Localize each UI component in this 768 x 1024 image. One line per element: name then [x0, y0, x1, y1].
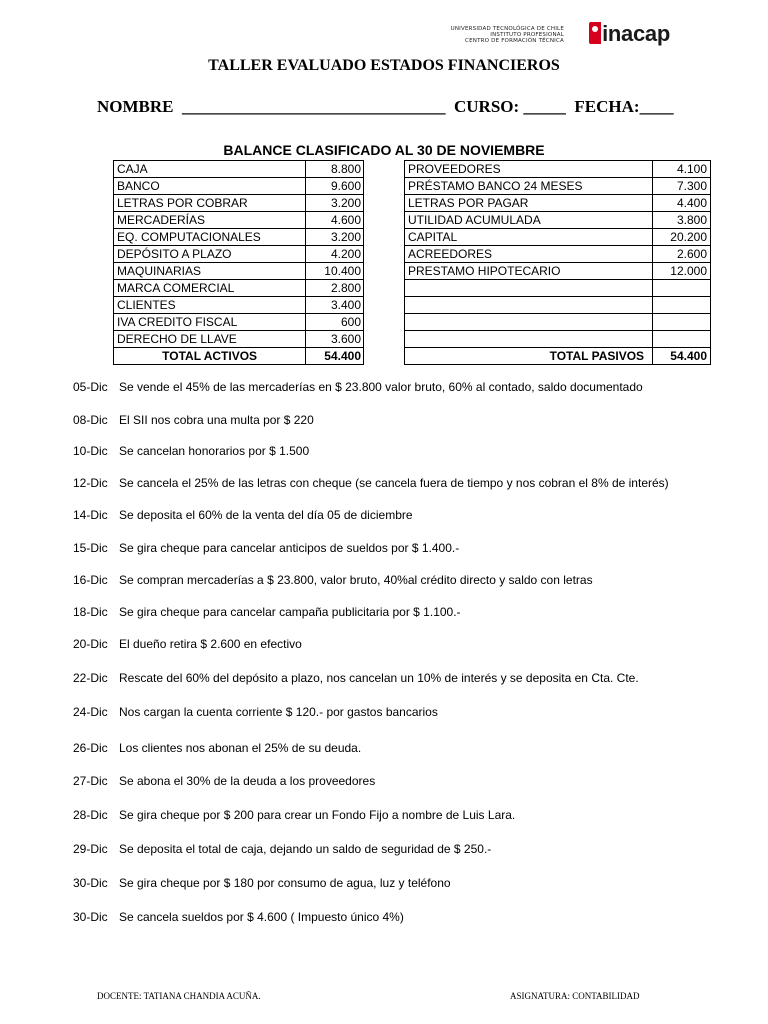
asset-row	[114, 314, 364, 331]
asset-label: BANCO	[114, 178, 306, 195]
liability-value	[653, 280, 711, 297]
asset-value: 600	[306, 314, 364, 331]
asset-label: MAQUINARIAS	[114, 263, 306, 280]
asset-label: DERECHO DE LLAVE	[114, 331, 306, 348]
liability-row	[405, 212, 711, 229]
asset-value: 4.200	[306, 246, 364, 263]
liability-row	[405, 161, 711, 178]
transaction-text: Se gira cheque para cancelar campaña publicitaria por $ 1.100.-	[119, 605, 461, 619]
liability-row	[405, 297, 711, 314]
asset-value: 8.800	[306, 161, 364, 178]
asset-label: CAJA	[114, 161, 306, 178]
asset-value: 3.600	[306, 331, 364, 348]
institution-line-3: CENTRO DE FORMACIÓN TÉCNICA	[465, 38, 564, 44]
liability-value	[653, 314, 711, 331]
asset-row	[114, 161, 364, 178]
transaction-date: 08-Dic	[73, 413, 108, 427]
liability-label: CAPITAL	[405, 229, 653, 246]
liability-total-value: 54.400	[653, 348, 711, 365]
asset-label: IVA CREDITO FISCAL	[114, 314, 306, 331]
transaction-item	[73, 876, 451, 890]
transaction-text: Se cancela sueldos por $ 4.600 ( Impuesto único 4%)	[119, 910, 404, 924]
asset-row	[114, 297, 364, 314]
transaction-date: 27-Dic	[73, 774, 108, 788]
asset-value: 10.400	[306, 263, 364, 280]
liability-label	[405, 297, 653, 314]
liability-label	[405, 331, 653, 348]
asset-row	[114, 331, 364, 348]
transaction-text: Se deposita el 60% de la venta del día 05 de diciembre	[119, 508, 413, 522]
asset-label: LETRAS POR COBRAR	[114, 195, 306, 212]
transaction-item	[73, 476, 669, 490]
transaction-date: 22-Dic	[73, 671, 108, 685]
asset-value: 3.400	[306, 297, 364, 314]
transaction-item	[73, 444, 309, 458]
liability-label: PRESTAMO HIPOTECARIO	[405, 263, 653, 280]
transaction-text: El dueño retira $ 2.600 en efectivo	[119, 637, 302, 651]
transaction-date: 05-Dic	[73, 380, 108, 394]
transaction-date: 16-Dic	[73, 573, 108, 587]
liability-row	[405, 246, 711, 263]
liability-value: 4.400	[653, 195, 711, 212]
asset-row	[114, 195, 364, 212]
asset-total-row	[114, 348, 364, 365]
asset-label: MERCADERÍAS	[114, 212, 306, 229]
liability-row	[405, 331, 711, 348]
transaction-text: Se gira cheque por $ 180 por consumo de agua, luz y teléfono	[119, 876, 451, 890]
transaction-text: Se compran mercaderías a $ 23.800, valor bruto, 40%al crédito directo y saldo con letras	[119, 573, 593, 587]
transaction-date: 30-Dic	[73, 910, 108, 924]
liability-label: LETRAS POR PAGAR	[405, 195, 653, 212]
transaction-item	[73, 741, 361, 755]
liability-value	[653, 297, 711, 314]
transaction-text: Se deposita el total de caja, dejando un saldo de seguridad de $ 250.-	[119, 842, 492, 856]
transaction-text: Se gira cheque por $ 200 para crear un Fondo Fijo a nombre de Luis Lara.	[119, 808, 516, 822]
liability-value	[653, 331, 711, 348]
asset-row	[114, 280, 364, 297]
teacher-footer: DOCENTE: TATIANA CHANDIA ACUÑA.	[97, 991, 261, 1001]
asset-row	[114, 246, 364, 263]
transaction-date: 26-Dic	[73, 741, 108, 755]
asset-total-value: 54.400	[306, 348, 364, 365]
transaction-date: 20-Dic	[73, 637, 108, 651]
page-title: TALLER EVALUADO ESTADOS FINANCIEROS	[208, 57, 560, 74]
liability-row	[405, 314, 711, 331]
liability-label: PRÉSTAMO BANCO 24 MESES	[405, 178, 653, 195]
asset-row	[114, 263, 364, 280]
transaction-date: 15-Dic	[73, 541, 108, 555]
liability-value: 4.100	[653, 161, 711, 178]
inacap-logo	[589, 22, 670, 44]
transaction-item	[73, 413, 314, 427]
transaction-text: Nos cargan la cuenta corriente $ 120.- por gastos bancarios	[119, 705, 438, 719]
liability-label: ACREEDORES	[405, 246, 653, 263]
liability-value: 2.600	[653, 246, 711, 263]
liability-total-label: TOTAL PASIVOS	[405, 348, 653, 365]
liability-label: PROVEEDORES	[405, 161, 653, 178]
transaction-date: 10-Dic	[73, 444, 108, 458]
transaction-item	[73, 808, 515, 822]
inacap-logo-mark	[589, 22, 601, 44]
transaction-item	[73, 508, 413, 522]
asset-row	[114, 178, 364, 195]
transaction-item	[73, 910, 404, 924]
transaction-item	[73, 842, 491, 856]
transaction-date: 29-Dic	[73, 842, 108, 856]
transaction-text: El SII nos cobra una multa por $ 220	[119, 413, 314, 427]
transaction-text: Se cancela el 25% de las letras con cheque (se cancela fuera de tiempo y nos cobran el 8% de interés)	[119, 476, 669, 490]
student-info-line: NOMBRE _______________________________ CURSO: _____ FECHA:____	[97, 97, 674, 116]
liability-total-row	[405, 348, 711, 365]
liability-label	[405, 280, 653, 297]
asset-row	[114, 229, 364, 246]
transaction-date: 30-Dic	[73, 876, 108, 890]
transaction-item	[73, 637, 302, 651]
liabilities-table	[404, 160, 711, 365]
institution-line-1: UNIVERSIDAD TECNOLÓGICA DE CHILE	[450, 26, 564, 32]
brand-name: inacap	[602, 21, 670, 46]
transaction-date: 14-Dic	[73, 508, 108, 522]
liability-value: 12.000	[653, 263, 711, 280]
asset-value: 9.600	[306, 178, 364, 195]
transaction-date: 12-Dic	[73, 476, 108, 490]
transaction-date: 28-Dic	[73, 808, 108, 822]
transaction-text: Los clientes nos abonan el 25% de su deuda.	[119, 741, 362, 755]
asset-value: 3.200	[306, 229, 364, 246]
subject-footer: ASIGNATURA: CONTABILIDAD	[510, 991, 640, 1001]
balance-title: BALANCE CLASIFICADO AL 30 DE NOVIEMBRE	[223, 142, 545, 158]
transaction-date: 18-Dic	[73, 605, 108, 619]
transaction-item	[73, 573, 593, 587]
transaction-text: Se abona el 30% de la deuda a los proveedores	[119, 774, 376, 788]
asset-label: CLIENTES	[114, 297, 306, 314]
institution-line-2: INSTITUTO PROFESIONAL	[490, 32, 564, 38]
transaction-text: Se gira cheque para cancelar anticipos de sueldos por $ 1.400.-	[119, 541, 460, 555]
transaction-item	[73, 380, 643, 394]
transaction-item	[73, 671, 639, 685]
transaction-item	[73, 541, 459, 555]
asset-row	[114, 212, 364, 229]
transaction-text: Se vende el 45% de las mercaderías en $ 23.800 valor bruto, 60% al contado, saldo documentado	[119, 380, 643, 394]
asset-label: DEPÓSITO A PLAZO	[114, 246, 306, 263]
liability-row	[405, 178, 711, 195]
asset-value: 3.200	[306, 195, 364, 212]
asset-value: 4.600	[306, 212, 364, 229]
transaction-item	[73, 774, 375, 788]
liability-value: 7.300	[653, 178, 711, 195]
asset-label: MARCA COMERCIAL	[114, 280, 306, 297]
liability-value: 20.200	[653, 229, 711, 246]
liability-label	[405, 314, 653, 331]
asset-value: 2.800	[306, 280, 364, 297]
asset-total-label: TOTAL ACTIVOS	[114, 348, 306, 365]
liability-row	[405, 280, 711, 297]
transaction-date: 24-Dic	[73, 705, 108, 719]
asset-label: EQ. COMPUTACIONALES	[114, 229, 306, 246]
liability-row	[405, 195, 711, 212]
assets-table	[113, 160, 364, 365]
transaction-item	[73, 605, 461, 619]
liability-row	[405, 263, 711, 280]
institution-lines	[451, 26, 564, 44]
institution-header	[451, 26, 572, 44]
liability-value: 3.800	[653, 212, 711, 229]
transaction-text: Rescate del 60% del depósito a plazo, nos cancelan un 10% de interés y se deposita en Cta. Cte.	[119, 671, 639, 685]
liability-label: UTILIDAD ACUMULADA	[405, 212, 653, 229]
transaction-text: Se cancelan honorarios por $ 1.500	[119, 444, 310, 458]
liability-row	[405, 229, 711, 246]
transaction-item	[73, 705, 438, 719]
